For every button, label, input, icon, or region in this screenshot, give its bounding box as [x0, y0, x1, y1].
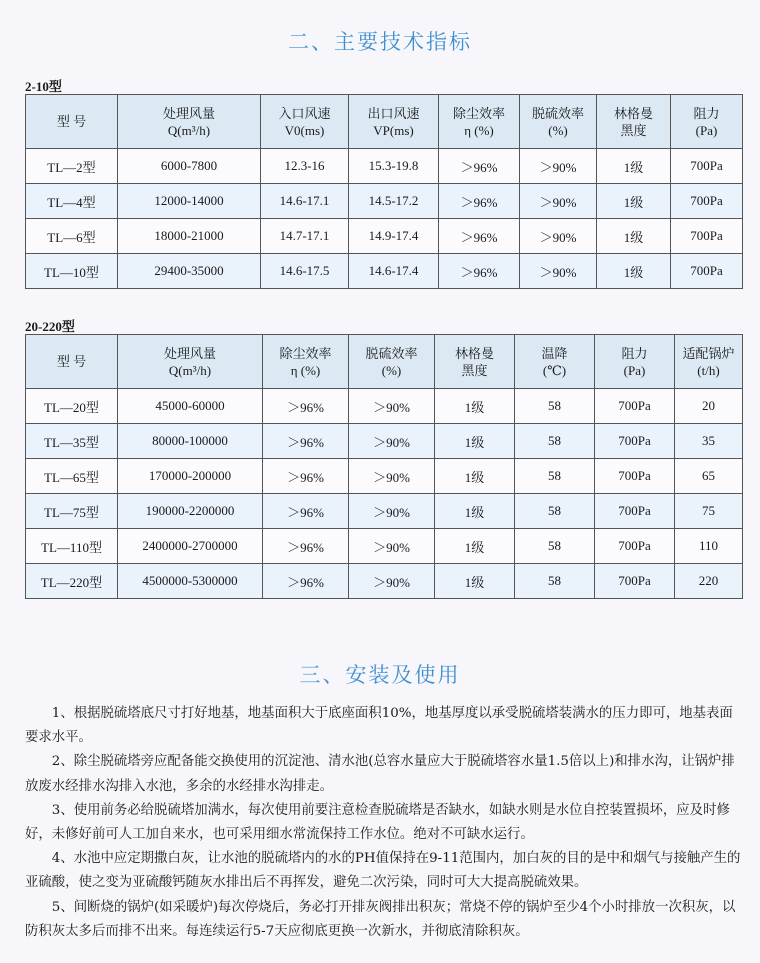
table-cell: ＞96%	[263, 424, 349, 459]
column-header-line: 脱硫效率	[531, 105, 584, 121]
column-header	[597, 95, 671, 149]
table-cell: 35	[675, 424, 743, 459]
table-cell: TL—4型	[26, 184, 118, 219]
column-header	[118, 95, 261, 149]
instruction-paragraph: 3、使用前务必给脱硫塔加满水，每次使用前要注意检查脱硫塔是否缺水，如缺水则是水位自控装置损坏，应及时修好，未修好前可人工加自来水，也可采用细水常流保持工作水位。绝对不可缺水运行。	[25, 802, 730, 843]
table-cell: 190000-2200000	[118, 494, 263, 529]
spec-table-20-220	[25, 334, 743, 599]
table-cell: TL—65型	[26, 459, 118, 494]
table-cell: ＞96%	[439, 254, 520, 289]
table-cell: 14.6-17.1	[261, 184, 349, 219]
column-header-line: 阻力	[621, 345, 648, 361]
table-cell: TL—10型	[26, 254, 118, 289]
table-cell: ＞96%	[263, 529, 349, 564]
table-row	[26, 184, 743, 219]
column-header	[118, 335, 263, 389]
table-cell: 80000-100000	[118, 424, 263, 459]
table-row	[26, 254, 743, 289]
table-cell: 65	[675, 459, 743, 494]
table-cell: 170000-200000	[118, 459, 263, 494]
table-cell: TL—6型	[26, 219, 118, 254]
table-cell: 1级	[435, 529, 515, 564]
column-header-line: 林格曼	[613, 105, 653, 121]
column-header	[520, 95, 597, 149]
column-header-line: V0(ms)	[284, 122, 325, 138]
table-cell: ＞96%	[439, 149, 520, 184]
table-cell: 58	[515, 564, 595, 599]
column-header-line: Q(m³/h)	[167, 122, 211, 138]
table-cell: ＞90%	[349, 459, 435, 494]
column-header-line: VP(ms)	[373, 122, 414, 138]
table-cell: 14.6-17.5	[261, 254, 349, 289]
table-cell: 58	[515, 529, 595, 564]
table-cell: TL—110型	[26, 529, 118, 564]
column-header-line: 阻力	[693, 105, 720, 121]
table-cell: ＞90%	[520, 149, 597, 184]
table-cell: 1级	[435, 459, 515, 494]
table-cell: 58	[515, 459, 595, 494]
instruction-paragraph: 2、除尘脱硫塔旁应配备能交换使用的沉淀池、清水池(总容水量应大于脱硫塔容水量1.5倍以上)和排水沟，让锅炉排放废水经排水沟排入水池，多余的水经排水沟排走。	[25, 754, 735, 794]
table-cell: 700Pa	[671, 184, 743, 219]
column-header	[595, 335, 675, 389]
table-label-20-220: 20-220型	[25, 319, 75, 334]
column-header-line: (Pa)	[695, 122, 718, 138]
column-header-line: 出口风速	[367, 105, 420, 121]
column-header-line: η (%)	[290, 362, 321, 378]
table-cell: 14.6-17.4	[349, 254, 439, 289]
table-cell: 14.5-17.2	[349, 184, 439, 219]
column-header	[26, 335, 118, 389]
table-cell: 15.3-19.8	[349, 149, 439, 184]
column-header	[263, 335, 349, 389]
column-header-line: 温降	[541, 345, 568, 361]
table-cell: ＞90%	[520, 184, 597, 219]
table-cell: 700Pa	[595, 494, 675, 529]
table-cell: 1级	[597, 219, 671, 254]
column-header-line: 处理风量	[163, 345, 216, 361]
table-cell: 12.3-16	[261, 149, 349, 184]
column-header-line: (t/h)	[697, 362, 720, 378]
table-cell: ＞90%	[349, 389, 435, 424]
table-cell: ＞96%	[439, 184, 520, 219]
table-row	[26, 424, 743, 459]
column-header-line: (℃)	[542, 362, 567, 378]
table-cell: 1级	[435, 424, 515, 459]
table-cell: ＞96%	[263, 564, 349, 599]
table-cell: ＞96%	[263, 389, 349, 424]
column-header-line: 入口风速	[278, 105, 331, 121]
table-cell: 700Pa	[595, 529, 675, 564]
table-cell: 700Pa	[671, 254, 743, 289]
column-header-line: 型 号	[56, 354, 87, 369]
column-header-line: 黑度	[461, 362, 488, 378]
table-cell: ＞90%	[349, 529, 435, 564]
table-cell: 1级	[597, 184, 671, 219]
table-cell: ＞90%	[520, 254, 597, 289]
instruction-paragraph: 1、根据脱硫塔底尺寸打好地基，地基面积大于底座面积10%，地基厚度以承受脱硫塔装满水的压力即可，地基表面要求水平。	[25, 706, 733, 746]
table-cell: 700Pa	[595, 564, 675, 599]
table-row	[26, 459, 743, 494]
column-header	[349, 335, 435, 389]
table-cell: 700Pa	[671, 149, 743, 184]
table-cell: ＞90%	[349, 424, 435, 459]
column-header-line: (%)	[548, 122, 568, 138]
column-header-line: 型 号	[56, 114, 87, 129]
instruction-paragraph: 5、间断烧的锅炉(如采暖炉)每次停烧后，务必打开排灰阀排出积灰；常烧不停的锅炉至少4个小时排放一次积灰，以防积灰太多后而排不出来。每连续运行5-7天应彻底更换一次新水，并彻底清除积灰。	[25, 899, 736, 939]
column-header-line: 黑度	[620, 122, 647, 138]
table-cell: 20	[675, 389, 743, 424]
table-cell: 18000-21000	[118, 219, 261, 254]
column-header-line: 除尘效率	[452, 105, 505, 121]
table-cell: 1级	[597, 149, 671, 184]
table-cell: 2400000-2700000	[118, 529, 263, 564]
column-header-line: 适配锅炉	[682, 345, 735, 361]
table-cell: 29400-35000	[118, 254, 261, 289]
table-cell: 58	[515, 389, 595, 424]
column-header-line: 脱硫效率	[365, 345, 418, 361]
column-header	[435, 335, 515, 389]
table-cell: TL—220型	[26, 564, 118, 599]
table-cell: TL—35型	[26, 424, 118, 459]
table-row	[26, 219, 743, 254]
table-cell: 700Pa	[595, 459, 675, 494]
table-cell: 12000-14000	[118, 184, 261, 219]
table-cell: 700Pa	[595, 424, 675, 459]
table-cell: 14.9-17.4	[349, 219, 439, 254]
column-header	[671, 95, 743, 149]
table-label-2-10: 2-10型	[25, 79, 62, 94]
table-cell: ＞90%	[520, 219, 597, 254]
table-cell: ＞90%	[349, 564, 435, 599]
column-header	[675, 335, 743, 389]
column-header	[515, 335, 595, 389]
table-cell: ＞90%	[349, 494, 435, 529]
column-header-line: (Pa)	[623, 362, 646, 378]
column-header-line: 处理风量	[162, 105, 215, 121]
table-cell: 58	[515, 424, 595, 459]
table-cell: TL—75型	[26, 494, 118, 529]
table-cell: ＞96%	[263, 459, 349, 494]
column-header-line: η (%)	[464, 122, 494, 138]
table-cell: 220	[675, 564, 743, 599]
column-header-line: 除尘效率	[279, 345, 332, 361]
column-header-line: (%)	[381, 362, 402, 378]
column-header	[349, 95, 439, 149]
table-cell: ＞96%	[439, 219, 520, 254]
table-cell: 58	[515, 494, 595, 529]
table-row	[26, 494, 743, 529]
table-cell: 700Pa	[671, 219, 743, 254]
table-row	[26, 529, 743, 564]
table-row	[26, 389, 743, 424]
column-header-line: Q(m³/h)	[168, 362, 212, 378]
table-cell: TL—20型	[26, 389, 118, 424]
table-cell: 4500000-5300000	[118, 564, 263, 599]
column-header	[439, 95, 520, 149]
section-title-installation: 三、安装及使用	[299, 663, 461, 687]
column-header	[261, 95, 349, 149]
table-cell: TL—2型	[26, 149, 118, 184]
table-cell: 1级	[435, 494, 515, 529]
table-cell: 1级	[597, 254, 671, 289]
installation-instructions	[25, 702, 745, 944]
table-cell: 6000-7800	[118, 149, 261, 184]
table-cell: 1级	[435, 564, 515, 599]
table-cell: 75	[675, 494, 743, 529]
table-cell: 700Pa	[595, 389, 675, 424]
table-cell: 1级	[435, 389, 515, 424]
table-cell: 14.7-17.1	[261, 219, 349, 254]
table-row	[26, 564, 743, 599]
table-cell: 45000-60000	[118, 389, 263, 424]
table-row	[26, 149, 743, 184]
column-header	[26, 95, 118, 149]
column-header-line: 林格曼	[454, 345, 494, 361]
section-title-specs: 二、主要技术指标	[288, 30, 472, 54]
spec-table-2-10	[25, 94, 743, 289]
table-cell: 110	[675, 529, 743, 564]
instruction-paragraph: 4、水池中应定期撒白灰，让水池的脱硫塔内的水的PH值保持在9-11范围内，加白灰的目的是中和烟气与接触产生的亚硫酸，使之变为亚硫酸钙随灰水排出后不再挥发，避免二次污染，同时可大大提高脱硫效果。	[25, 851, 741, 891]
table-cell: ＞96%	[263, 494, 349, 529]
